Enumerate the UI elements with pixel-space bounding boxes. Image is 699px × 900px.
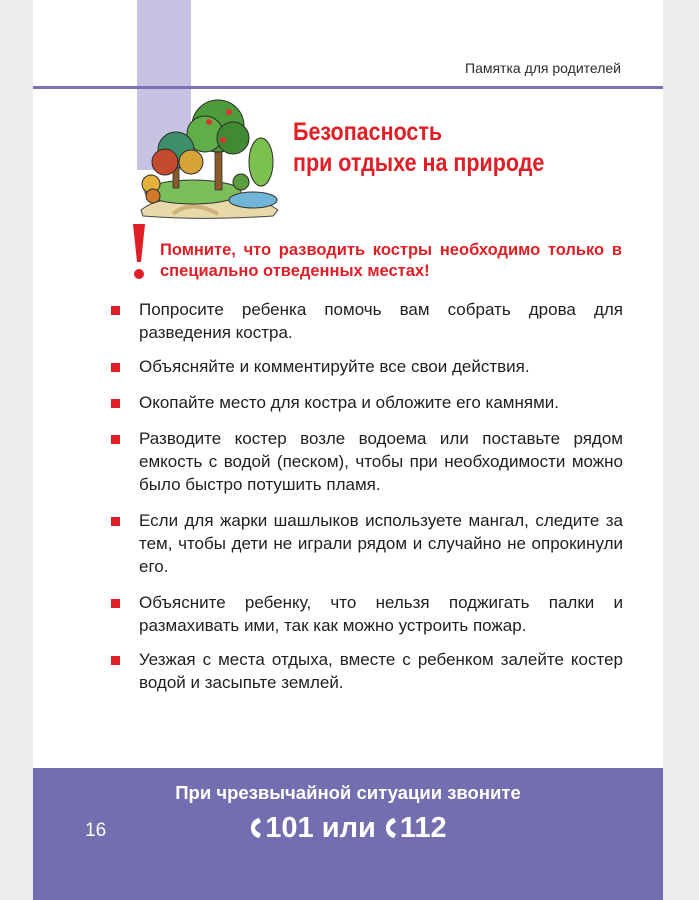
list-item-text: Объясните ребенку, что нельзя поджигать палки и размахивать ими, так как можно устроить пожар.: [139, 593, 623, 635]
list-item: [105, 298, 623, 344]
emergency-numbers: [33, 812, 663, 845]
list-item: [105, 591, 623, 637]
bullet-square: [111, 399, 120, 408]
page: [33, 0, 663, 900]
phone-handset-icon: [249, 817, 263, 839]
emergency-number-1: 101: [265, 812, 314, 844]
list-item-text: Разводите костер возле водоема или поставьте рядом емкость с водой (песком), чтобы при необходимости можно было быстро потушить пламя.: [139, 429, 623, 494]
bullet-list: [105, 298, 623, 694]
numbers-separator: или: [313, 812, 384, 844]
list-item: [105, 391, 623, 414]
list-item-text: Если для жарки шашлыков используете мангал, следите за тем, чтобы дети не играли рядом и случайно не опрокинули его.: [139, 511, 623, 576]
list-item-text: Окопайте место для костра и обложите его камнями.: [139, 393, 559, 412]
list-item-text: Попросите ребенка помочь вам собрать дрова для разведения костра.: [139, 300, 623, 342]
emergency-number-2: 112: [399, 812, 447, 844]
bullet-square: [111, 656, 120, 665]
list-item-text: Уезжая с места отдыха, вместе с ребенком залейте костер водой и засыпьте землей.: [139, 650, 623, 692]
footer-line: При чрезвычайной ситуации звоните: [175, 782, 521, 803]
header-label: Памятка для родителей: [465, 60, 621, 76]
exclamation-icon: [129, 222, 149, 282]
list-item: [105, 355, 623, 378]
list-item: [105, 648, 623, 694]
page-title: [293, 117, 544, 179]
forest-illustration: [133, 92, 283, 222]
bullet-square: [111, 599, 120, 608]
title-line-2: при отдыхе на природе: [293, 149, 545, 177]
header-rule: [33, 86, 663, 89]
page-number: 16: [85, 820, 107, 841]
warning-text: Помните, что разводить костры необходимо только в специально отведенных местах!: [160, 241, 622, 280]
emergency-footer: [33, 768, 663, 900]
bullet-square: [111, 363, 120, 372]
bullet-square: [111, 435, 120, 444]
bullet-square: [111, 517, 120, 526]
bullet-square: [111, 306, 120, 315]
list-item-text: Объясняйте и комментируйте все свои действия.: [139, 357, 530, 376]
list-item: [105, 427, 623, 496]
phone-handset-icon: [384, 817, 398, 839]
title-line-1: Безопасность: [293, 118, 443, 146]
list-item: [105, 509, 623, 578]
